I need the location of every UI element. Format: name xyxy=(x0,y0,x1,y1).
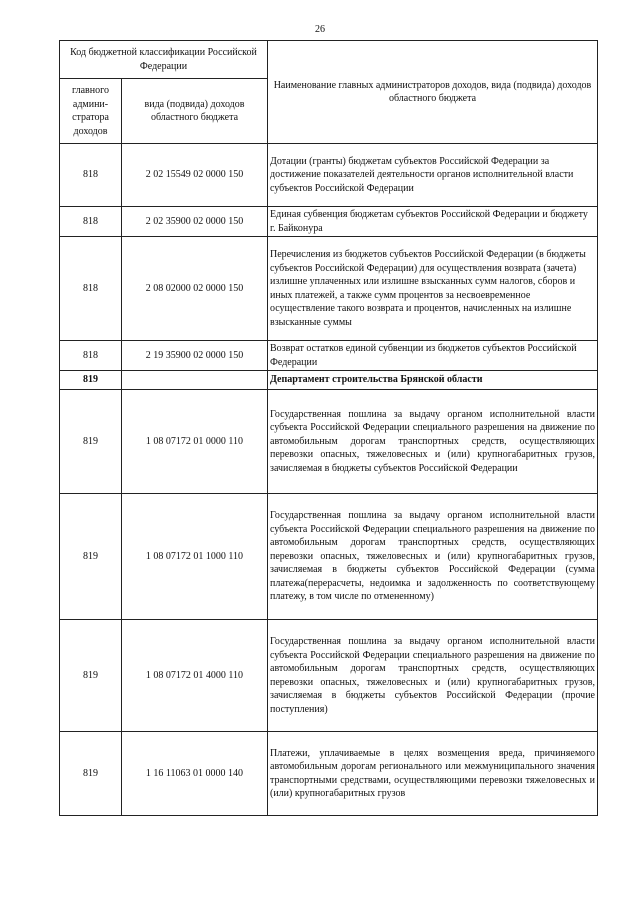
revenue-code-cell: 1 08 07172 01 4000 110 xyxy=(122,620,268,732)
revenue-code-cell: 2 02 35900 02 0000 150 xyxy=(122,207,268,237)
department-row xyxy=(60,371,598,390)
table-body xyxy=(60,144,598,816)
revenue-code-cell: 2 02 15549 02 0000 150 xyxy=(122,144,268,207)
department-name-cell: Департамент строительства Брянской области xyxy=(268,371,598,390)
revenue-name-cell: Единая субвенция бюджетам субъектов Российской Федерации и бюджету г. Байконура xyxy=(268,207,598,237)
table-row xyxy=(60,237,598,341)
revenue-name-cell: Платежи, уплачиваемые в целях возмещения вреда, причиняемого автомобильным дорогам регионального или межмуниципального значения транспортными средствами, осуществляющими перевозки тяжеловесных и (или) крупногабаритных грузов xyxy=(268,732,598,816)
admin-code-cell: 819 xyxy=(60,390,122,494)
admin-code-cell: 818 xyxy=(60,207,122,237)
revenue-code-cell: 1 08 07172 01 0000 110 xyxy=(122,390,268,494)
revenue-name-cell: Перечисления из бюджетов субъектов Российской Федерации (в бюджеты субъектов Российской Федерации) для осуществления возврата (зачета) излишне уплаченных или излишне взысканных сумм налогов, сборов и иных платежей, а также сумм процентов за несвоевременное осуществление такого возврата и процентов, начисленных на излишне взысканные суммы xyxy=(268,237,598,341)
admin-code-cell: 819 xyxy=(60,371,122,390)
table-row xyxy=(60,732,598,816)
revenue-code-cell: 1 08 07172 01 1000 110 xyxy=(122,494,268,620)
table-row xyxy=(60,620,598,732)
table-header xyxy=(60,41,598,144)
admin-code-cell: 819 xyxy=(60,494,122,620)
revenue-name-cell: Дотации (гранты) бюджетам субъектов Российской Федерации за достижение показателей деятельности органов исполнительной власти субъектов Российской Федерации xyxy=(268,144,598,207)
header-administrator-name: Наименование главных администраторов доходов, вида (подвида) доходов областного бюджета xyxy=(268,41,598,144)
admin-code-cell: 818 xyxy=(60,237,122,341)
revenue-administrators-table xyxy=(59,40,598,816)
revenue-name-cell: Государственная пошлина за выдачу органом исполнительной власти субъекта Российской Федерации специального разрешения на движение по автомобильным дорогам транспортных средств, осуществляющих перевозки опасных, тяжеловесных и (или) крупногабаритных грузов, зачисляемая в бюджеты субъектов Российской Федерации (прочие поступления) xyxy=(268,620,598,732)
revenue-code-cell xyxy=(122,371,268,390)
table-row xyxy=(60,494,598,620)
header-budget-classification-code: Код бюджетной классификации Российской Федерации xyxy=(60,41,268,79)
revenue-name-cell: Государственная пошлина за выдачу органом исполнительной власти субъекта Российской Федерации специального разрешения на движение по автомобильным дорогам транспортных средств, осуществляющих перевозки опасных, тяжеловесных и (или) крупногабаритных грузов, зачисляемая в бюджеты субъектов Российской Федерации (сумма платежа(перерасчеты, недоимка и задолженность по соответствующему платежу, в том числе по отмененному) xyxy=(268,494,598,620)
revenue-code-cell: 1 16 11063 01 0000 140 xyxy=(122,732,268,816)
page-number: 26 xyxy=(315,24,325,35)
revenue-code-cell: 2 08 02000 02 0000 150 xyxy=(122,237,268,341)
revenue-name-cell: Возврат остатков единой субвенции из бюджетов субъектов Российской Федерации xyxy=(268,341,598,371)
admin-code-cell: 819 xyxy=(60,620,122,732)
header-revenue-type: вида (подвида) доходов областного бюджета xyxy=(122,79,268,144)
header-main-administrator: главного админи-стратора доходов xyxy=(60,79,122,144)
table-row xyxy=(60,390,598,494)
table-row xyxy=(60,341,598,371)
table-row xyxy=(60,144,598,207)
table-row xyxy=(60,207,598,237)
admin-code-cell: 818 xyxy=(60,341,122,371)
admin-code-cell: 819 xyxy=(60,732,122,816)
admin-code-cell: 818 xyxy=(60,144,122,207)
revenue-name-cell: Государственная пошлина за выдачу органом исполнительной власти субъекта Российской Федерации специального разрешения на движение по автомобильным дорогам транспортных средств, осуществляющих перевозки опасных, тяжеловесных и (или) крупногабаритных грузов, зачисляемая в бюджеты субъектов Российской Федерации xyxy=(268,390,598,494)
revenue-code-cell: 2 19 35900 02 0000 150 xyxy=(122,341,268,371)
